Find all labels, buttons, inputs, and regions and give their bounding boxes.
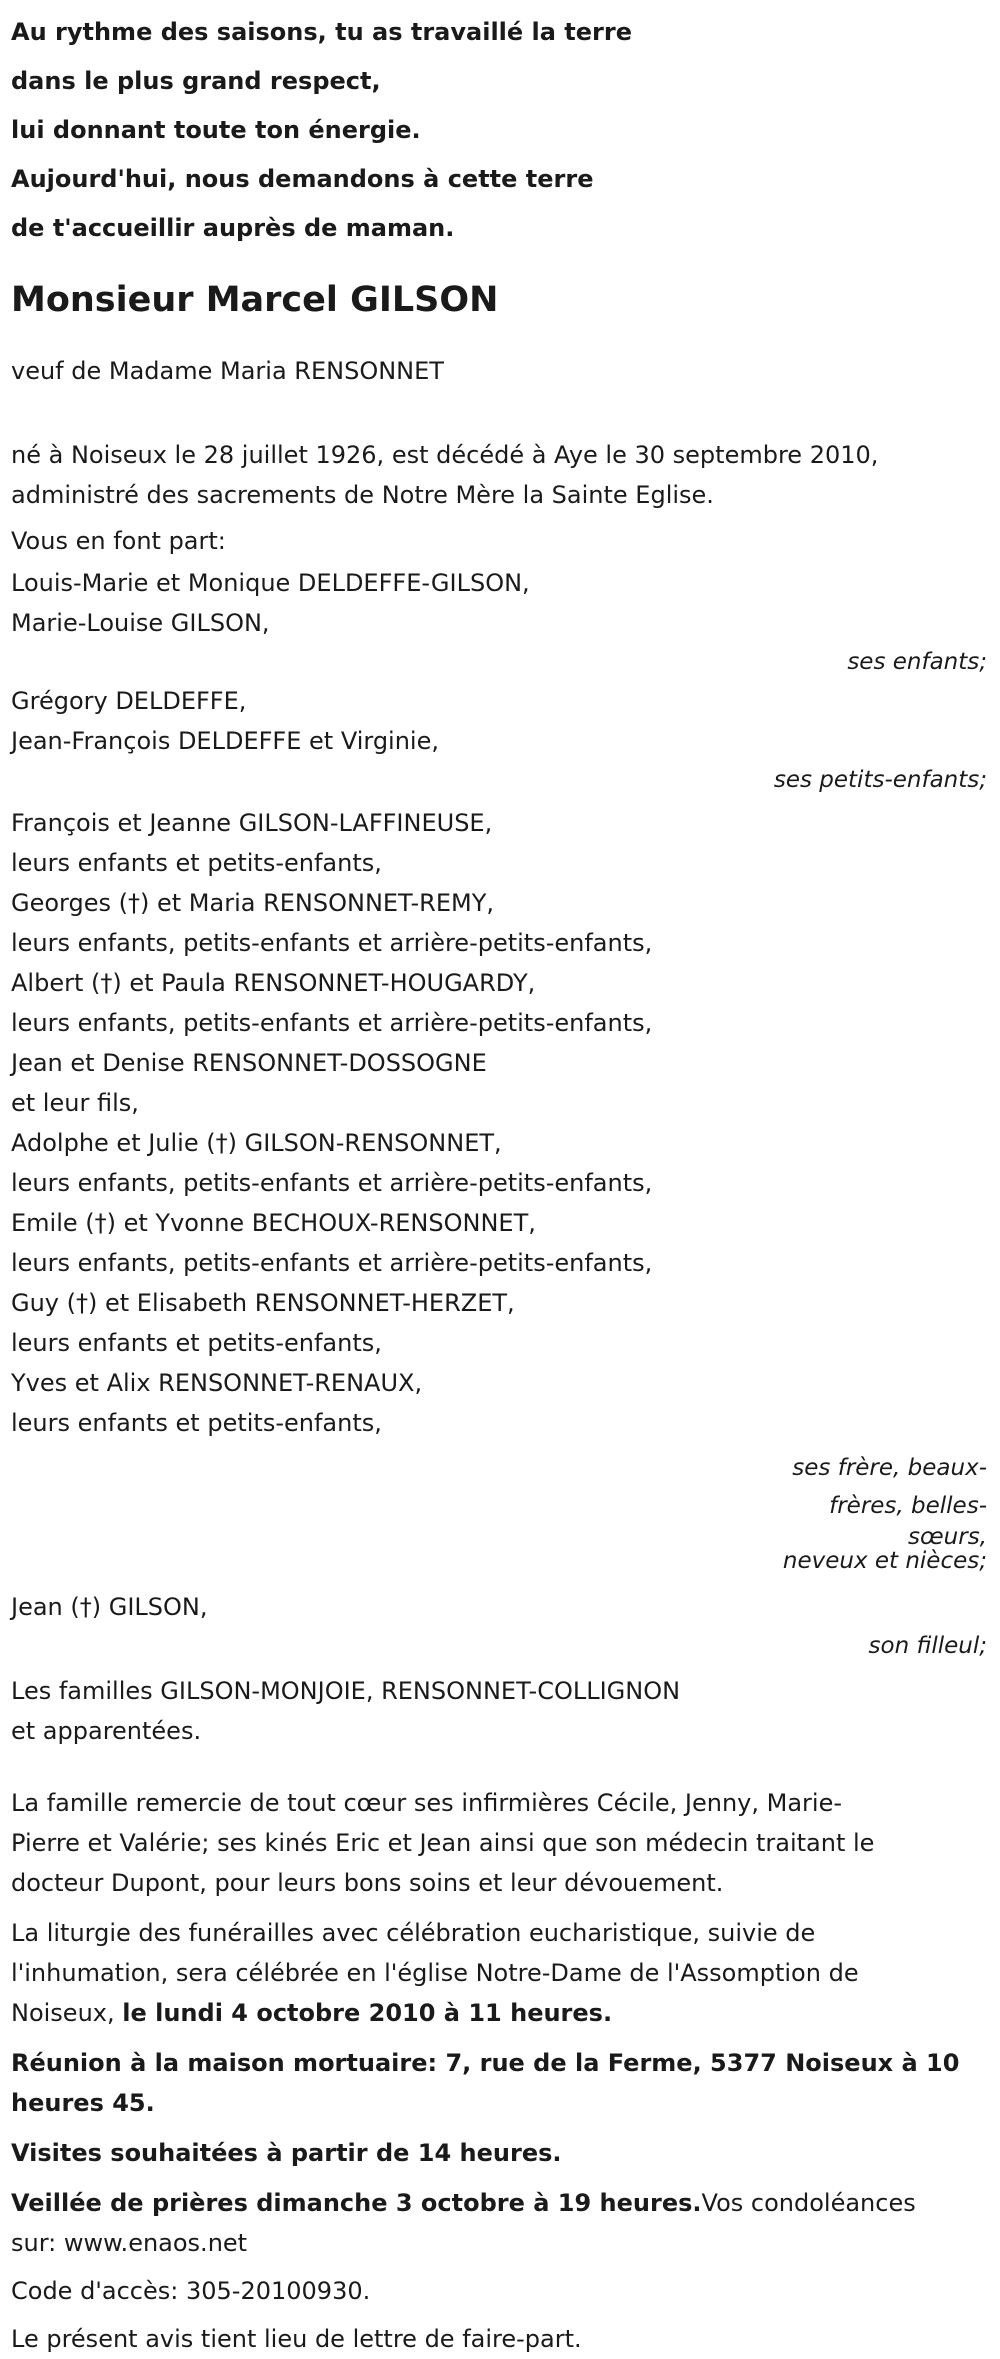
sibling-entry: leurs enfants, petits-enfants et arrière-petits-enfants,	[11, 929, 653, 957]
grandchild-entry: Grégory DELDEFFE,	[11, 687, 247, 715]
families-line: et apparentées.	[11, 1717, 202, 1745]
sibling-entry: Yves et Alix RENSONNET-RENAUX,	[11, 1369, 423, 1397]
thanks-line: docteur Dupont, pour leurs bons soins et leur dévouement.	[11, 1869, 724, 1897]
poem	[11, 0, 989, 253]
thanks-block	[11, 1783, 989, 1903]
sacraments-line: administré des sacrements de Notre Mère la Sainte Eglise.	[11, 481, 714, 509]
condolences-url: sur: www.enaos.net	[11, 2229, 248, 2257]
sibling-entry: leurs enfants et petits-enfants,	[11, 1409, 382, 1437]
child-entry: Louis-Marie et Monique DELDEFFE-GILSON,	[11, 569, 530, 597]
children-block	[11, 563, 989, 681]
closing-line: Le présent avis tient lieu de lettre de faire-part.	[11, 2325, 582, 2353]
sibling-entry: Adolphe et Julie (†) GILSON-RENSONNET,	[11, 1129, 502, 1157]
visits-line: Visites souhaitées à partir de 14 heures.	[11, 2139, 562, 2167]
siblings-role	[759, 1449, 989, 1573]
sibling-entry: François et Jeanne GILSON-LAFFINEUSE,	[11, 809, 493, 837]
godson-entry: Jean (†) GILSON,	[11, 1593, 208, 1621]
siblings-block	[11, 803, 989, 1573]
vigil-line	[11, 2183, 989, 2223]
sibling-entry: Guy (†) et Elisabeth RENSONNET-HERZET,	[11, 1289, 515, 1317]
vigil-block	[11, 2183, 989, 2263]
grandchild-entry: Jean-François DELDEFFE et Virginie,	[11, 727, 439, 755]
funeral-datetime: le lundi 4 octobre 2010 à 11 heures.	[122, 1999, 613, 2027]
poem-line: dans le plus grand respect,	[11, 67, 381, 95]
sibling-entry: Albert (†) et Paula RENSONNET-HOUGARDY,	[11, 969, 536, 997]
sibling-entry: leurs enfants et petits-enfants,	[11, 849, 382, 877]
liturgy-line: l'inhumation, sera célébrée en l'église Notre-Dame de l'Assomption de	[11, 1959, 859, 1987]
grandchildren-block	[11, 681, 989, 799]
godson-block	[11, 1587, 989, 1665]
siblings-role-line: frères, belles-	[829, 1493, 987, 1519]
grandchildren-role: ses petits-enfants;	[773, 767, 987, 793]
siblings-role-line: sœurs,	[908, 1524, 987, 1550]
liturgy-line	[11, 1993, 989, 2033]
condolences-text: Vos condoléances	[701, 2189, 916, 2217]
announce-line: Vous en font part:	[11, 527, 226, 555]
sibling-entry: Emile (†) et Yvonne BECHOUX-RENSONNET,	[11, 1209, 536, 1237]
access-code: Code d'accès: 305-20100930.	[11, 2277, 371, 2305]
thanks-line: La famille remercie de tout cœur ses infirmières Cécile, Jenny, Marie-	[11, 1789, 842, 1817]
poem-line: lui donnant toute ton énergie.	[11, 116, 421, 144]
families-line: Les familles GILSON-MONJOIE, RENSONNET-COLLIGNON	[11, 1677, 681, 1705]
sibling-entry: leurs enfants, petits-enfants et arrière-petits-enfants,	[11, 1009, 653, 1037]
sibling-entry: leurs enfants et petits-enfants,	[11, 1329, 382, 1357]
poem-line: Au rythme des saisons, tu as travaillé la terre	[11, 18, 632, 46]
child-entry: Marie-Louise GILSON,	[11, 609, 270, 637]
siblings-role-line: neveux et nièces;	[782, 1548, 987, 1574]
sibling-entry: Georges (†) et Maria RENSONNET-REMY,	[11, 889, 495, 917]
meeting-line: Réunion à la maison mortuaire: 7, rue de la Ferme, 5377 Noiseux à 10	[11, 2049, 960, 2077]
sibling-entry: et leur fils,	[11, 1089, 139, 1117]
meeting-line: heures 45.	[11, 2089, 155, 2117]
vigil-datetime: Veillée de prières dimanche 3 octobre à 19 heures.	[11, 2189, 702, 2217]
liturgy-prefix: Noiseux,	[11, 1999, 123, 2027]
poem-line: de t'accueillir auprès de maman.	[11, 214, 455, 242]
godson-role: son filleul;	[868, 1633, 987, 1659]
spouse-line: veuf de Madame Maria RENSONNET	[11, 357, 444, 385]
sibling-entry: leurs enfants, petits-enfants et arrière-petits-enfants,	[11, 1169, 653, 1197]
liturgy-block	[11, 1913, 989, 2033]
siblings-role-line: ses frère, beaux-	[792, 1455, 987, 1481]
liturgy-line: La liturgie des funérailles avec célébration eucharistique, suivie de	[11, 1919, 816, 1947]
children-role: ses enfants;	[847, 649, 987, 675]
thanks-line: Pierre et Valérie; ses kinés Eric et Jean ainsi que son médecin traitant le	[11, 1829, 875, 1857]
poem-line: Aujourd'hui, nous demandons à cette terre	[11, 165, 594, 193]
sibling-entry: Jean et Denise RENSONNET-DOSSOGNE	[11, 1049, 487, 1077]
meeting-block	[11, 2043, 989, 2123]
deceased-name: Monsieur Marcel GILSON	[11, 280, 499, 320]
families-block	[11, 1671, 989, 1751]
birth-death-line: né à Noiseux le 28 juillet 1926, est décédé à Aye le 30 septembre 2010,	[11, 441, 879, 469]
sibling-entry: leurs enfants, petits-enfants et arrière-petits-enfants,	[11, 1249, 653, 1277]
